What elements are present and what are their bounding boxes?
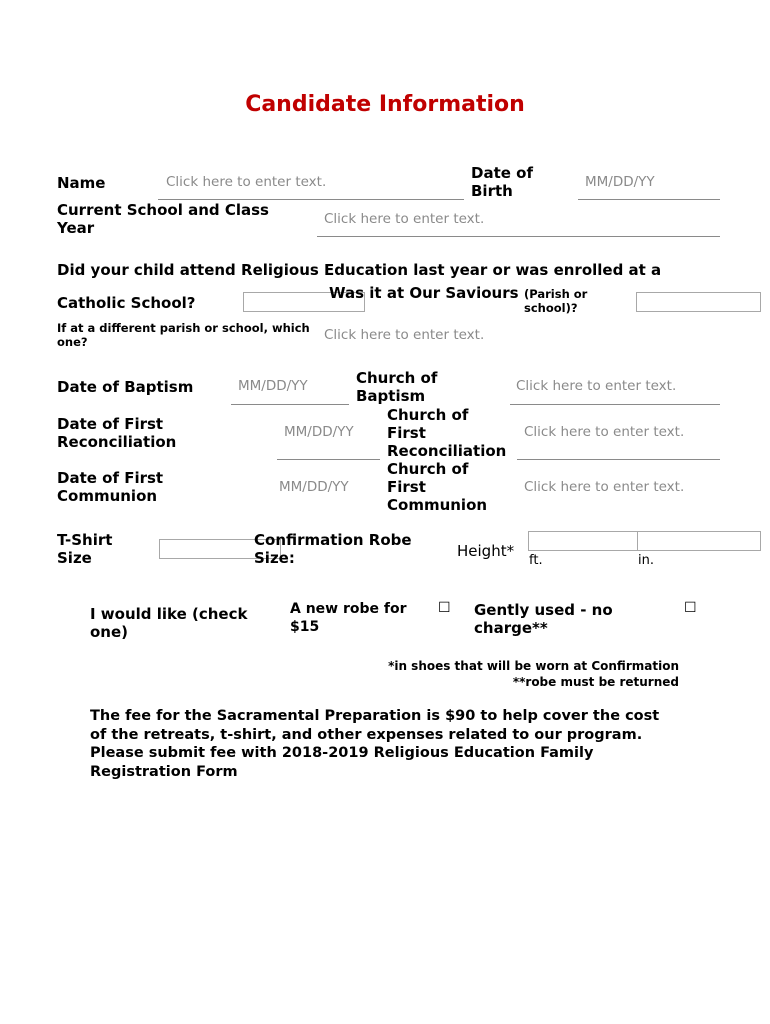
robe-size-label: Confirmation Robe Size: [254, 531, 412, 567]
feet-unit-label: ft. [529, 553, 543, 568]
dob-input[interactable]: MM/DD/YY [585, 174, 655, 190]
reconciliation-church-underline [517, 459, 720, 460]
name-label: Name [57, 174, 106, 192]
height-label: Height* [457, 542, 515, 560]
name-input[interactable]: Click here to enter text. [166, 174, 327, 190]
tshirt-size-label: T-Shirt Size [57, 531, 113, 567]
religious-ed-question: Did your child attend Religious Education last year or was enrolled at a [57, 261, 662, 279]
baptism-church-underline [510, 404, 720, 405]
inches-unit-label: in. [638, 553, 654, 568]
our-saviours-note: (Parish or school)? [524, 287, 588, 315]
new-robe-option-label: A new robe for $15 [290, 601, 407, 635]
robe-choice-prompt: I would like (check one) [90, 605, 248, 641]
current-school-underline [317, 236, 720, 237]
communion-church-input[interactable]: Click here to enter text. [524, 479, 685, 495]
reconciliation-church-label: Church of First Reconciliation [387, 406, 507, 460]
name-underline [158, 199, 464, 200]
robe-footnote: **robe must be returned [512, 675, 679, 689]
dob-label: Date of Birth [471, 164, 533, 200]
baptism-date-underline [231, 404, 349, 405]
dob-underline [578, 199, 720, 200]
used-robe-option-label: Gently used - no charge** [474, 601, 613, 637]
baptism-date-input[interactable]: MM/DD/YY [238, 378, 308, 394]
communion-church-label: Church of First Communion [387, 460, 488, 514]
used-robe-checkbox[interactable]: ☐ [684, 600, 697, 616]
different-parish-label: If at a different parish or school, which one? [57, 321, 310, 349]
current-school-input[interactable]: Click here to enter text. [324, 211, 485, 227]
fee-paragraph: The fee for the Sacramental Preparation is $90 to help cover the cost of the retreats, t-shirt, and other expenses related to our program. Please submit fee with 2018-2019 Religious Education Family Registration Form [90, 708, 660, 780]
reconciliation-date-label: Date of First Reconciliation [57, 415, 177, 451]
current-school-label: Current School and Class Year [57, 201, 269, 237]
baptism-church-label: Church of Baptism [356, 369, 438, 405]
different-parish-input[interactable]: Click here to enter text. [324, 327, 485, 343]
new-robe-checkbox[interactable]: ☐ [438, 600, 451, 616]
reconciliation-date-input[interactable]: MM/DD/YY [284, 424, 354, 440]
reconciliation-church-input[interactable]: Click here to enter text. [524, 424, 685, 440]
height-footnote: *in shoes that will be worn at Confirmation [388, 659, 679, 673]
page-title: Candidate Information [245, 92, 525, 117]
baptism-date-label: Date of Baptism [57, 378, 194, 396]
baptism-church-input[interactable]: Click here to enter text. [516, 378, 677, 394]
communion-date-label: Date of First Communion [57, 469, 164, 505]
our-saviours-label: Was it at Our Saviours [329, 284, 519, 302]
catholic-school-label: Catholic School? [57, 294, 196, 312]
height-feet-input[interactable] [528, 531, 638, 551]
reconciliation-date-underline [277, 459, 380, 460]
our-saviours-input[interactable] [636, 292, 761, 312]
height-inches-input[interactable] [637, 531, 761, 551]
communion-date-input[interactable]: MM/DD/YY [279, 479, 349, 495]
